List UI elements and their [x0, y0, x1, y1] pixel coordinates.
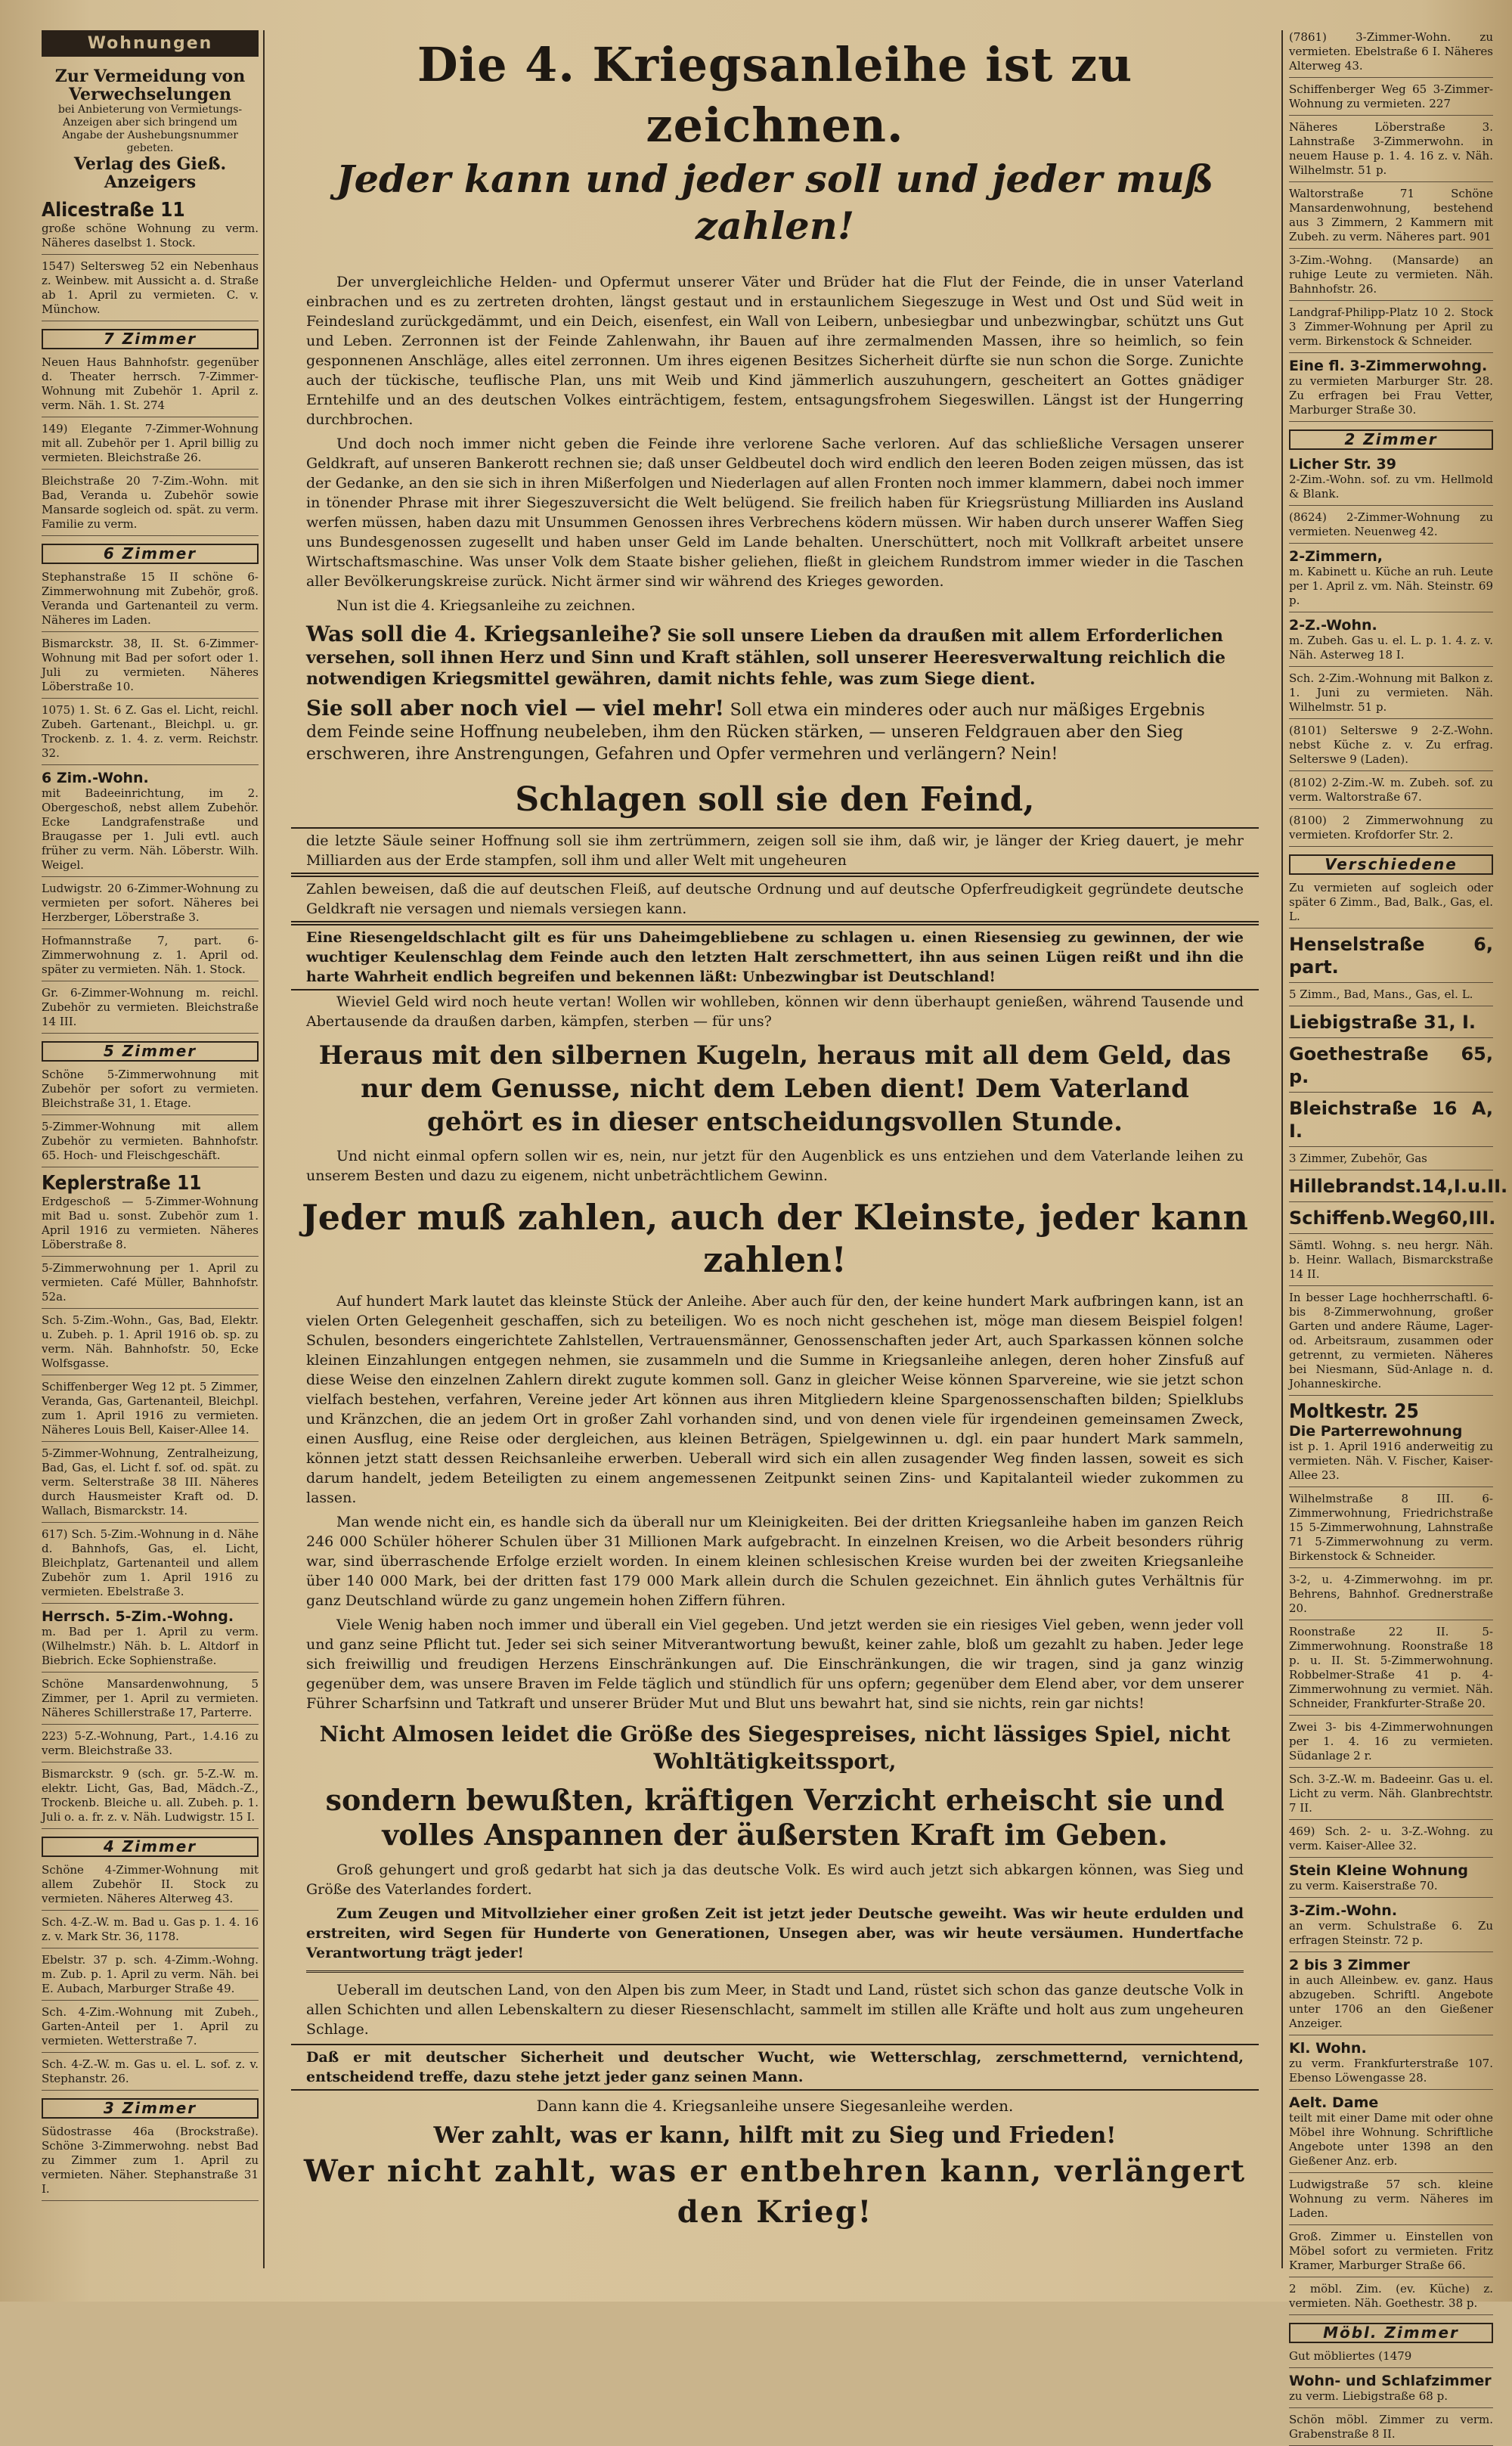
ad-text: Sch. 4-Z.-W. m. Bad u. Gas p. 1. 4. 16 z. v. Mark Str. 36, 1178. [42, 1915, 259, 1943]
classified-ad [42, 1380, 259, 1442]
ad-text: Erdgeschoß — 5-Zimmer-Wohnung mit Bad u. sonst. Zubehör zum 1. April 1916 zu vermieten. Näheres Löberstraße 8. [42, 1195, 259, 1251]
ad-text: teilt mit einer Dame mit oder ohne Möbel ihre Wohnung. Schriftliche Angebote unter 1398 an den Gießener Anz. erb. [1289, 2111, 1493, 2168]
ad-big: Moltkestr. 25 [1289, 1400, 1419, 1423]
paragraph-3: Wieviel Geld wird noch heute vertan! Wollen wir wohlleben, können wir denn überhaupt genießen, während Tausende und Abertausende da draußen darben, kämpfen, sterben — für uns? [306, 994, 1244, 1030]
ad-mid: Eine fl. 3-Zimmerwohng. [1289, 358, 1488, 374]
classified-ad [1289, 724, 1493, 771]
ad-text: Sch. 2-Zim.-Wohnung mit Balkon z. 1. Juni zu vermieten. Näh. Wilhelmstr. 51 p. [1289, 671, 1493, 714]
classified-ad [42, 422, 259, 470]
heading-verzicht: sondern bewußten, kräftigen Verzicht erheischt sie und volles Anspannen der äußersten Kraft im Geben. [325, 1783, 1225, 1852]
ad-mid: Wohn- und Schlafzimmer [1289, 2373, 1492, 2389]
paragraph-2: Und doch noch immer nicht geben die Feinde ihre verlorene Sache verloren. Auf das schließliche Versagen unserer Geldkraft, auf unseren Bankerott rechnen sie; daß unser Geldbeutel doch wird endlich den leeren Boden zeigen müssen, das ist der Gedanke, an den sie sich in ihren Mißerfolgen und Niederlagen auf allen Fronten noch immer klammern, dabei noch immer in tönender Phrase mit ihrer Siegeszuversicht die Welt belügend. Sie freilich haben für Kriegsrüstung Milliarden ins Ausland werfen müssen, haben dazu mit Unsummen Genossen ihres Verbrechens ködern müssen. Wir haben durch unserer Waffen Sieg uns Bundesgenossen zugesellt und haben unser Geld im Lande behalten. Unerschüttert, noch mit Vollkraft arbeitet unsere Wirtschaftsmaschine. Was unser Volk dem Staate bisher geliehen, fließt in gleichem Rundstrom immer wieder in die Taschen aller Bevölkerungskreise zurück. Nicht ärmer sind wir während des Krieges geworden. [306, 436, 1244, 590]
heading-almosen: Nicht Almosen leidet die Größe des Siegespreises, nicht lässiges Spiel, nicht Wohltätigkeitssport, [319, 1722, 1231, 1774]
classified-ad [1289, 1011, 1493, 1038]
classified-ad [42, 1863, 259, 1911]
classified-ad [1289, 120, 1493, 182]
classified-ad [1289, 548, 1493, 612]
classified-ad [1289, 1957, 1493, 2035]
ad-text: 1075) 1. St. 6 Z. Gas el. Licht, reichl. Zubeh. Gartenant., Bleichpl. u. gr. Trockenb. z. 1. 4. z. verm. Reichstr. 32. [42, 703, 259, 760]
classified-ad [42, 934, 259, 981]
ad-text: Zu vermieten auf sogleich oder später 6 Zimm., Bad, Balk., Gas, el. L. [1289, 881, 1493, 923]
classified-ad [1289, 187, 1493, 249]
ad-text: Sch. 5-Zim.-Wohn., Gas, Bad, Elektr. u. Zubeh. p. 1. April 1916 ob. sp. zu verm. Näh. Bahnhofstr. 50, Ecke Wolfsgasse. [42, 1313, 259, 1370]
section-header-4-zimmer: 4 Zimmer [42, 1837, 259, 1857]
classified-ad [1289, 2230, 1493, 2277]
ad-text: 2-Zim.-Wohn. sof. zu vm. Hellmold & Blank. [1289, 473, 1493, 501]
classified-ad [1289, 1097, 1493, 1147]
classified-ad [1289, 2040, 1493, 2090]
ad-mid: Kl. Wohn. [1289, 2040, 1367, 2057]
classified-ad [42, 1313, 259, 1375]
ad-addr: Liebigstraße 31, I. [1289, 1012, 1476, 1033]
ad-addr: Henselstraße 6, part. [1289, 934, 1493, 978]
classified-ad [42, 259, 259, 321]
classified-ad [1289, 814, 1493, 847]
notice-box [42, 67, 259, 191]
classified-ad [1289, 933, 1493, 983]
classified-ad [1289, 1625, 1493, 1716]
ad-text: Schöne Mansardenwohnung, 5 Zimmer, per 1. April zu vermieten. Näheres Schillerstraße 17, Parterre. [42, 1677, 259, 1719]
section-header-verschiedene: Verschiedene [1289, 854, 1493, 875]
ads-5-zimmer [42, 1068, 259, 1829]
article-subtitle: Jeder kann und jeder soll und jeder muß zahlen! [336, 157, 1214, 248]
classified-ad [1289, 881, 1493, 928]
ad-text: 5-Zimmer-Wohnung, Zentralheizung, Bad, Gas, el. Licht f. sof. od. spät. zu verm. Selterstraße 38 III. Näheres durch Hausmeister Kraft od. D. Wallach, Bismarckstr. 14. [42, 1446, 259, 1518]
question-2 [291, 696, 1259, 765]
classified-ad [42, 1767, 259, 1829]
notice-publisher: Verlag des Gieß. Anzeigers [73, 154, 227, 192]
classified-ad [1289, 1824, 1493, 1858]
ads-moebl-zimmer [1289, 2349, 1493, 2446]
ad-mid: 2-Z.-Wohn. [1289, 617, 1377, 634]
section-header-7-zimmer: 7 Zimmer [42, 329, 259, 349]
classified-ad [1289, 1239, 1493, 1286]
classified-ad [1289, 1043, 1493, 1093]
section-header-moebl-zimmer: Möbl. Zimmer [1289, 2323, 1493, 2343]
classified-ad [1289, 1175, 1508, 1202]
ad-addr: Schiffenb.Weg60,III. [1289, 1207, 1496, 1229]
ad-text: Gr. 6-Zimmer-Wohnung m. reichl. Zubehör zu vermieten. Bleichstraße 14 III. [42, 986, 259, 1028]
ad-text: 5-Zimmerwohnung per 1. April zu vermieten. Café Müller, Bahnhofstr. 52a. [42, 1261, 259, 1304]
ad-text: an verm. Schulstraße 6. Zu erfragen Steinstr. 72 p. [1289, 1919, 1493, 1947]
divider [306, 1970, 1244, 1973]
classified-ad [1289, 2413, 1493, 2446]
ad-text: Stephanstraße 15 II schöne 6-Zimmerwohnung mit Zubehör, groß. Veranda und Gartenanteil zu verm. Näheres im Laden. [42, 570, 259, 627]
classified-ad [42, 1172, 259, 1257]
section-header-2-zimmer: 2 Zimmer [1289, 429, 1493, 450]
ad-mid: 3-Zim.-Wohn. [1289, 1902, 1398, 1919]
ad-big: Keplerstraße 11 [42, 1172, 202, 1195]
ad-text: 469) Sch. 2- u. 3-Z.-Wohng. zu verm. Kaiser-Allee 32. [1289, 1824, 1493, 1852]
ad-addr: Bleichstraße 16 A, I. [1289, 1098, 1493, 1142]
ad-text: zu vermieten Marburger Str. 28. Zu erfragen bei Frau Vetter, Marburger Straße 30. [1289, 374, 1493, 417]
ad-text: Groß. Zimmer u. Einstellen von Möbel sofort zu vermieten. Fritz Kramer, Marburger Straße 66. [1289, 2230, 1493, 2272]
classified-ad [1289, 1207, 1496, 1234]
heading-schlagen: Schlagen soll sie den Feind, [515, 780, 1035, 819]
classified-ad [42, 882, 259, 929]
classified-ad [42, 1677, 259, 1725]
ads-top [42, 199, 259, 321]
ad-text: Schiffenberger Weg 65 3-Zimmer-Wohnung zu vermieten. 227 [1289, 82, 1493, 110]
classified-ad [42, 355, 259, 417]
ad-text: 5 Zimm., Bad, Mans., Gas, el. L. [1289, 987, 1473, 1001]
ads-3-zimmer [42, 2125, 259, 2201]
ad-text: m. Bad per 1. April zu verm. (Wilhelmstr.) Näh. b. L. Altdorf in Biebrich. Ecke Sophienstraße. [42, 1625, 259, 1667]
classified-ad [1289, 510, 1493, 544]
ad-text: Schöne 4-Zimmer-Wohnung mit allem Zubehör II. Stock zu vermieten. Näheres Alterweg 43. [42, 1863, 259, 1905]
section-header-wohnungen: Wohnungen [42, 30, 259, 57]
classified-ad [42, 1261, 259, 1309]
ads-verschiedene [1289, 881, 1508, 2315]
section-header-6-zimmer: 6 Zimmer [42, 544, 259, 564]
ad-text: mit Badeeinrichtung, im 2. Obergeschoß, nebst allem Zubehör. Ecke Landgrafenstraße und Braugasse per 1. Juli evtl. auch früher zu verm. Näh. Löberstr. Wilh. Weigel. [42, 786, 259, 872]
classified-ad [1289, 1862, 1493, 1898]
ad-text: (7861) 3-Zimmer-Wohn. zu vermieten. Ebelstraße 6 I. Näheres Alterweg 43. [1289, 30, 1493, 73]
closing-line-1: Wer zahlt, was er kann, hilft mit zu Sieg und Frieden! [433, 2122, 1117, 2149]
ad-text: 5-Zimmer-Wohnung mit allem Zubehör zu vermieten. Bahnhofstr. 65. Hoch- und Fleischgeschäft. [42, 1120, 259, 1162]
question-2-head: Sie soll aber noch viel — viel mehr! [306, 696, 724, 721]
paragraph-7: Viele Wenig haben noch immer und überall ein Viel gegeben. Und jetzt werden sie ein riesiges Viel geben, wenn jeder voll und ganz seine Pflicht tut. Jeder sei sich seiner Mitverantwortung bewußt, keiner zahle, bloß um gezahlt zu haben. Jeder lege sich freiwillig und freudigen Herzens Einschränkungen auf. Die Einschränkungen, die wir tragen, sind ja ganz winzig gegenüber dem, was unsere Braven im Felde täglich und stündlich für uns opfern; gegenüber dem Elend aber, vor dem unserer Führer Scharfsinn und Tatkraft und unserer Brüder Mut und Blut uns bewahrt hat, sind sie nichts, rein gar nichts! [306, 1617, 1244, 1712]
ad-mid: Die Parterrewohnung [1289, 1423, 1463, 1440]
classified-ad [1289, 987, 1493, 1006]
classified-ad [42, 2005, 259, 2053]
ad-text: (8624) 2-Zimmer-Wohnung zu vermieten. Neuenweg 42. [1289, 510, 1493, 538]
ads-6-zimmer [42, 570, 259, 1034]
lined-paragraph-3: Eine Riesengeldschlacht gilt es für uns Daheimgebliebene zu schlagen u. einen Riesensieg zu gewinnen, der wie wuchtiger Keulenschlag dem Feinde auch den letzten Halt zerschmettert, ihn aus seinen Lügen reißt und ihn die harte Wahrheit endlich begreifen und bekennen läßt: Unbezwingbar ist Deutschland! [291, 924, 1259, 990]
ads-7-zimmer [42, 355, 259, 536]
classified-ad [1289, 1772, 1493, 1820]
classified-ad [1289, 456, 1493, 506]
classified-ad [42, 1527, 259, 1604]
ads-2-zimmer [1289, 456, 1493, 847]
ad-text: Bismarckstr. 38, II. St. 6-Zimmer-Wohnung mit Bad per sofort oder 1. Juli zu vermieten. Näheres Löberstraße 10. [42, 637, 259, 693]
classified-ad [1289, 1152, 1493, 1170]
classified-ad [42, 703, 259, 765]
notice-title: Zur Vermeidung von Verwechselungen [54, 67, 246, 104]
ad-mid: Stein Kleine Wohnung [1289, 1862, 1469, 1879]
classified-ad [42, 1608, 259, 1673]
heading-heraus: Heraus mit den silbernen Kugeln, heraus mit all dem Geld, das nur dem Genusse, nicht dem Leben dient! Dem Vaterland gehört es in dieser entscheidungsvollen Stunde. [318, 1040, 1232, 1137]
paragraph-4: Und nicht einmal opfern sollen wir es, nein, nur jetzt für den Augenblick es uns entziehen und dem Vaterlande leihen zu unserem Besten und dazu zu eigenem, nicht unbeträchtlichem Gewinn. [306, 1148, 1244, 1184]
classified-ad [1289, 617, 1493, 667]
right-classifieds-column [1281, 30, 1508, 2441]
ad-text: Sch. 3-Z.-W. m. Badeeinr. Gas u. el. Licht zu verm. Näh. Glanbrechtstr. 7 II. [1289, 1772, 1493, 1815]
classified-ad [42, 199, 259, 255]
ad-text: Roonstraße 22 II. 5-Zimmerwohnung. Roonstraße 18 p. u. II. St. 5-Zimmerwohnung. Robbelmer-Straße 41 p. 4-Zimmerwohnung zu vermiet. Näh. Schneider, Frankfurter-Straße 20. [1289, 1625, 1493, 1710]
classified-ad [1289, 2349, 1493, 2368]
lined-paragraph-1: die letzte Säule seiner Hoffnung soll sie ihm zertrümmern, zeigen soll sie ihm, daß wir, je länger der Krieg dauert, je mehr Milliarden aus der Erde stampfen, soll ihm und aller Welt mit ungeheuren [291, 827, 1259, 874]
ad-text: Südostrasse 46a (Brockstraße). Schöne 3-Zimmerwohng. nebst Bad zu Zimmer zum 1. April zu vermieten. Näher. Stephanstraße 31 I. [42, 2125, 259, 2196]
ad-text: Sch. 4-Zim.-Wohnung mit Zubeh., Garten-Anteil per 1. April zu vermieten. Wetterstraße 7. [42, 2005, 259, 2048]
classified-ad [42, 474, 259, 536]
ad-text: Ludwigstraße 57 sch. kleine Wohnung zu verm. Näheres im Laden. [1289, 2178, 1493, 2220]
classified-ad [1289, 1902, 1493, 1952]
section-header-3-zimmer: 3 Zimmer [42, 2098, 259, 2119]
classified-ad [42, 986, 259, 1034]
ad-text: Bismarckstr. 9 (sch. gr. 5-Z.-W. m. elektr. Licht, Gas, Bad, Mädch.-Z., Trockenb. Bleiche u. all. Zubeh. p. 1. Juli o. a. fr. z. v. Näh. Ludwigstr. 15 I. [42, 1767, 259, 1824]
classified-ad [42, 1915, 259, 1948]
ads-4-zimmer [42, 1863, 259, 2091]
paragraph-5: Auf hundert Mark lautet das kleinste Stück der Anleihe. Aber auch für den, der keine hundert Mark aufbringen kann, ist an vielen Orten Gelegenheit geschaffen, sich zu beteiligen. Wo es noch nicht geschehen ist, möge man diesem Beispiel folgen! Schulen, besonders eingerichtete Zahlstellen, Vertrauensmänner, Genossenschaften jeder Art, auch Sparkassen können solche kleinen Einzahlungen entgegen nehmen, sie zusammeln und die Summe in Kriegsanleihe anlegen, deren hoher Zinsfuß auf diese Weise den einzelnen Zahlern direkt zugute kommen soll. Ganz in gleicher Weise können Sparvereine, wie sie jetzt schon vielfach bestehen, verfahren, Vereine jeder Art können aus ihren Mitgliedern kleine Spargenossenschaften bilden; Spielklubs und Kränzchen, die an jedem Ort in großer Zahl vorhanden sind, und von denen viele für irgendeinen gemeinsamen Zweck, einen Ausflug, eine Reise oder dergleichen, aus kleinen Beträgen, Spielgewinnen u. dgl. ein paar hundert Mark sammeln, können jetzt statt dessen Reichsanleihe erwerben. Ueberall wird sich ein allen zusagender Weg finden lassen, soweit es sich darum handelt, jedem Beteiligten zu einem angemessenen Zeitpunkt seinen Zins- und Kapitalanteil wieder zukommen zu lassen. [306, 1293, 1244, 1506]
ad-text: 3-Zim.-Wohng. (Mansarde) an ruhige Leute zu vermieten. Näh. Bahnhofstr. 26. [1289, 253, 1493, 296]
classified-ad [1289, 2282, 1493, 2315]
classified-ad [42, 770, 259, 877]
ad-text: Hofmannstraße 7, part. 6-Zimmerwohnung z. 1. April od. später zu vermieten. Näh. 1. Stock. [42, 934, 259, 976]
ad-addr: Goethestraße 65, p. [1289, 1043, 1493, 1087]
closing-line-2: Wer nicht zahlt, was er entbehren kann, verlängert den Krieg! [303, 2153, 1247, 2230]
classified-ad [1289, 776, 1493, 809]
question-1 [291, 622, 1259, 690]
paragraph-10: Ueberall im deutschen Land, von den Alpen bis zum Meer, in Stadt und Land, rüstet sich schon das ganze deutsche Volk in allen Schichten und allen Lebenskaltern zu dieser Riesenschlacht, sammelt im stillen alle Kräfte und holt aus zum ungeheuren Schlage. [306, 1982, 1244, 2038]
classified-ad [1289, 30, 1493, 78]
classified-ad [1289, 2373, 1493, 2408]
ad-text: Sch. 4-Z.-W. m. Gas u. el. L. sof. z. v. Stephanstr. 26. [42, 2057, 259, 2085]
ad-text: (8100) 2 Zimmerwohnung zu vermieten. Krofdorfer Str. 2. [1289, 814, 1493, 842]
ad-text: Gut möbliertes (1479 [1289, 2349, 1412, 2363]
left-classifieds-column [42, 30, 265, 2268]
ad-text: Zwei 3- bis 4-Zimmerwohnungen per 1. 4. 16 zu vermieten. Südanlage 2 r. [1289, 1720, 1493, 1762]
ad-mid: Licher Str. 39 [1289, 456, 1396, 473]
ad-text: zu verm. Kaiserstraße 70. [1289, 1879, 1438, 1893]
paragraph-2b: Nun ist die 4. Kriegsanleihe zu zeichnen. [336, 597, 636, 614]
classified-ad [1289, 2094, 1493, 2173]
classified-ad [42, 1446, 259, 1523]
ad-text: 617) Sch. 5-Zim.-Wohnung in d. Nähe d. Bahnhofs, Gas, el. Licht, Bleichplatz, Gartenanteil und allem Zubehör zum 1. April 1916 zu vermieten. Ebelstraße 3. [42, 1527, 259, 1598]
ad-big: Alicestraße 11 [42, 199, 185, 222]
classified-ad [42, 2057, 259, 2091]
ad-text: Schöne 5-Zimmerwohnung mit Zubehör per sofort zu vermieten. Bleichstraße 31, 1. Etage. [42, 1068, 259, 1110]
ad-text: m. Zubeh. Gas u. el. L. p. 1. 4. z. v. Näh. Asterweg 18 I. [1289, 634, 1493, 662]
ad-text: Neuen Haus Bahnhofstr. gegenüber d. Theater herrsch. 7-Zimmer-Wohnung mit Zubehör 1. April z. verm. Näh. 1. St. 274 [42, 355, 259, 412]
classified-ad [42, 1068, 259, 1115]
question-1-text: Sie soll unsere Lieben da draußen mit allem Erforderlichen versehen, soll ihnen Herz und Sinn und Kraft stählen, soll unserer Heeresverwaltung reichlich die notwendigen Kriegsmittel gewähren, damit nichts fehle, was zum Siege dient. [306, 626, 1226, 689]
ad-text: 3 Zimmer, Zubehör, Gas [1289, 1152, 1427, 1165]
ad-text: ist p. 1. April 1916 anderweitig zu vermieten. Näh. V. Fischer, Kaiser-Allee 23. [1289, 1440, 1493, 1482]
classified-ad [1289, 1720, 1493, 1768]
ad-text: große schöne Wohnung zu verm. Näheres daselbst 1. Stock. [42, 222, 259, 250]
classified-ad [1289, 1400, 1493, 1487]
ads-3-zimmer-right [1289, 30, 1493, 422]
ad-mid: 2-Zimmern, [1289, 548, 1383, 565]
classified-ad [1289, 671, 1493, 719]
heading-jeder-muss: Jeder muß zahlen, auch der Kleinste, jeder kann zahlen! [301, 1197, 1249, 1280]
center-article [276, 30, 1274, 2268]
classified-ad [42, 1120, 259, 1167]
ad-text: Bleichstraße 20 7-Zim.-Wohn. mit Bad, Veranda u. Zubehör sowie Mansarde sogleich od. spät. zu verm. Familie zu verm. [42, 474, 259, 531]
classified-ad [1289, 82, 1493, 116]
classified-ad [1289, 1291, 1493, 1396]
ad-text: Landgraf-Philipp-Platz 10 2. Stock 3 Zimmer-Wohnung per April zu verm. Birkenstock & Schneider. [1289, 305, 1493, 348]
paragraph-8: Groß gehungert und groß gedarbt hat sich ja das deutsche Volk. Es wird auch jetzt sich abkargen können, was Sieg und Größe des Vaterlandes fordert. [306, 1862, 1244, 1898]
ad-addr: Hillebrandst.14,I.u.II. [1289, 1176, 1508, 1197]
ad-mid: 2 bis 3 Zimmer [1289, 1957, 1410, 1973]
ad-text: Waltorstraße 71 Schöne Mansardenwohnung, bestehend aus 3 Zimmern, 2 Kammern mit Zubeh. zu verm. Näheres part. 901 [1289, 187, 1493, 243]
ad-text: Ludwigstr. 20 6-Zimmer-Wohnung zu vermieten per sofort. Näheres bei Herzberger, Löberstraße 3. [42, 882, 259, 924]
ad-text: (8101) Selterswe 9 2-Z.-Wohn. nebst Küche z. v. Zu erfrag. Selterswe 9 (Laden). [1289, 724, 1493, 766]
ad-text: zu verm. Liebigstraße 68 p. [1289, 2389, 1448, 2403]
ad-text: Näheres Löberstraße 3. Lahnstraße 3-Zimmerwohn. in neuem Hause p. 1. 4. 16 z. v. Näh. Wilhelmstr. 51 p. [1289, 120, 1493, 177]
ad-text: 3-2, u. 4-Zimmerwohng. im pr. Behrens, Bahnhof. Grednerstraße 20. [1289, 1573, 1493, 1615]
question-2-text: Soll etwa ein minderes oder auch nur mäßiges Ergebnis dem Feinde seine Hoffnung neubeleben, ihm den Rücken stärken, — unseren Feldgrauen aber den Sieg erschweren, ihre Anstrengungen, Gefahren und Opfer vermehren und verlängern? Nein! [306, 701, 1205, 764]
ad-text: (8102) 2-Zim.-W. m. Zubeh. sof. zu verm. Waltorstraße 67. [1289, 776, 1493, 804]
ad-text: zu verm. Frankfurterstraße 107. Ebenso Löwengasse 28. [1289, 2057, 1493, 2085]
section-header-5-zimmer: 5 Zimmer [42, 1041, 259, 1062]
classified-ad [42, 1953, 259, 2001]
ad-mid: Herrsch. 5-Zim.-Wohng. [42, 1608, 234, 1625]
classified-ad [1289, 1573, 1493, 1620]
paragraph-12: Dann kann die 4. Kriegsanleihe unsere Siegesanleihe werden. [536, 2097, 1014, 2115]
classified-ad [42, 570, 259, 632]
classified-ad [1289, 1492, 1493, 1568]
ad-text: Ebelstr. 37 p. sch. 4-Zimm.-Wohng. m. Zub. p. 1. April zu verm. Näh. bei E. Aubach, Marburger Straße 49. [42, 1953, 259, 1995]
classified-ad [1289, 253, 1493, 301]
ad-text: Sämtl. Wohng. s. neu hergr. Näh. b. Heinr. Wallach, Bismarckstraße 14 II. [1289, 1239, 1493, 1281]
ad-text: 1547) Seltersweg 52 ein Nebenhaus z. Weinbew. mit Aussicht a. d. Straße ab 1. April zu vermieten. C. v. Münchow. [42, 259, 259, 316]
classified-ad [42, 1729, 259, 1762]
paragraph-11: Daß er mit deutscher Sicherheit und deutscher Wucht, wie Wetterschlag, zerschmetternd, vernichtend, entscheidend treffe, dazu stehe jetzt jeder ganz seinen Mann. [291, 2044, 1259, 2091]
ad-text: Schiffenberger Weg 12 pt. 5 Zimmer, Veranda, Gas, Gartenanteil, Bleichpl. zum 1. April 1916 zu vermieten. Näheres Louis Bell, Kaiser-Allee 14. [42, 1380, 259, 1437]
ad-text: Wilhelmstraße 8 III. 6-Zimmerwohnung, Friedrichstraße 15 5-Zimmerwohnung, Lahnstraße 71 5-Zimmerwohnung zu verm. Birkenstock & Schneider. [1289, 1492, 1493, 1563]
classified-ad [1289, 305, 1493, 353]
ad-text: 149) Elegante 7-Zimmer-Wohnung mit all. Zubehör per 1. April billig zu vermieten. Bleichstraße 26. [42, 422, 259, 464]
question-1-head: Was soll die 4. Kriegsanleihe? [306, 622, 662, 646]
lined-paragraph-2: Zahlen beweisen, daß die auf deutschen Fleiß, auf deutsche Ordnung und auf deutsche Opferfreudigkeit gegründete deutsche Geldkraft nie versagen und niemals versiegen kann. [291, 876, 1259, 922]
article-title: Die 4. Kriegsanleihe ist zu zeichnen. [417, 37, 1133, 153]
ad-text: Schön möbl. Zimmer zu verm. Grabenstraße 8 II. [1289, 2413, 1493, 2441]
ad-mid: 6 Zim.-Wohn. [42, 770, 149, 786]
ad-text: In besser Lage hochherrschaftl. 6- bis 8-Zimmerwohnung, großer Garten und andere Räume, Lager- od. Arbeitsraum, zusammen oder getrennt, zu vermieten. Näheres bei Niesmann, Süd-Anlage n. d. Johanneskirche. [1289, 1291, 1493, 1390]
ad-text: 223) 5-Z.-Wohnung, Part., 1.4.16 zu verm. Bleichstraße 33. [42, 1729, 259, 1757]
classified-ad [42, 2125, 259, 2201]
classified-ad [1289, 358, 1493, 422]
paragraph-9: Zum Zeugen und Mitvollzieher einer großen Zeit ist jetzt jeder Deutsche geweiht. Was wir heute erdulden und erstreiten, wird Segen für Hunderte von Generationen, Unsegen aber, was wir heute versäumen. Hundertfache Verantwortung trägt jeder! [306, 1905, 1244, 1961]
ad-mid: Aelt. Dame [1289, 2094, 1379, 2111]
classified-ad [1289, 2178, 1493, 2225]
notice-body: bei Anbieterung von Vermietungs-Anzeigen aber sich bringend um Angabe der Aushebungsnummer gebeten. [57, 104, 243, 154]
paragraph-1: Der unvergleichliche Helden- und Opfermut unserer Väter und Brüder hat die Flut der Feinde, die in unser Vaterland einbrachen und es zu zertreten drohten, längst gestaut und in erstaunlichem Siegeszuge in West und Ost und Süd weit in Feindesland zurückgedämmt, und ein Deich, eisenfest, ein Wall von Leibern, unbesiegbar und unbezwingbar, schützt uns Gut und Leben. Zerronnen ist der Feinde Zahlenwahn, ihr Bauen auf ihre zermalmenden Massen, ihre so heimlich, so fein gesponnenen Anschläge, alles eitel zerronnen. Um ihres eigenen Besitzes Sicherheit dürfte sie nun schon die Sorge. Zunichte auch der tückische, teuflische Plan, uns mit Weib und Kind jämmerlich auszuhungern, gescheitert an Gottes gnädiger Erntehilfe und an des deutschen Volkes einträchtigem, festem, entsagungsfrohem Siegeswillen. Längst ist der Hungerring durchbrochen. [306, 274, 1244, 428]
paragraph-6: Man wende nicht ein, es handle sich da überall nur um Kleinigkeiten. Bei der dritten Kriegsanleihe haben im ganzen Reich 246 000 Schüler höherer Schulen über 31 Millionen Mark aufgebracht. In einzelnen Kreisen, wo die Arbeit besonders rührig war, sind überraschende Erfolge erzielt worden. In einem kleinen schlesischen Kreise wurden bei der zweiten Kriegsanleihe über 140 000 Mark, bei der dritten fast 179 000 Mark allein durch die Schulen gezeichnet. Ein ähnlich gutes Verhältnis für ganz Deutschland würde zu ganz ungemein hohen Ziffern führen. [306, 1514, 1244, 1609]
ad-text: m. Kabinett u. Küche an ruh. Leute per 1. April z. vm. Näh. Steinstr. 69 p. [1289, 565, 1493, 607]
classified-ad [42, 637, 259, 699]
ad-text: in auch Alleinbew. ev. ganz. Haus abzugeben. Schriftl. Angebote unter 1706 an den Gießener Anzeiger. [1289, 1973, 1493, 2030]
ad-text: 2 möbl. Zim. (ev. Küche) z. vermieten. Näh. Goethestr. 38 p. [1289, 2282, 1493, 2310]
